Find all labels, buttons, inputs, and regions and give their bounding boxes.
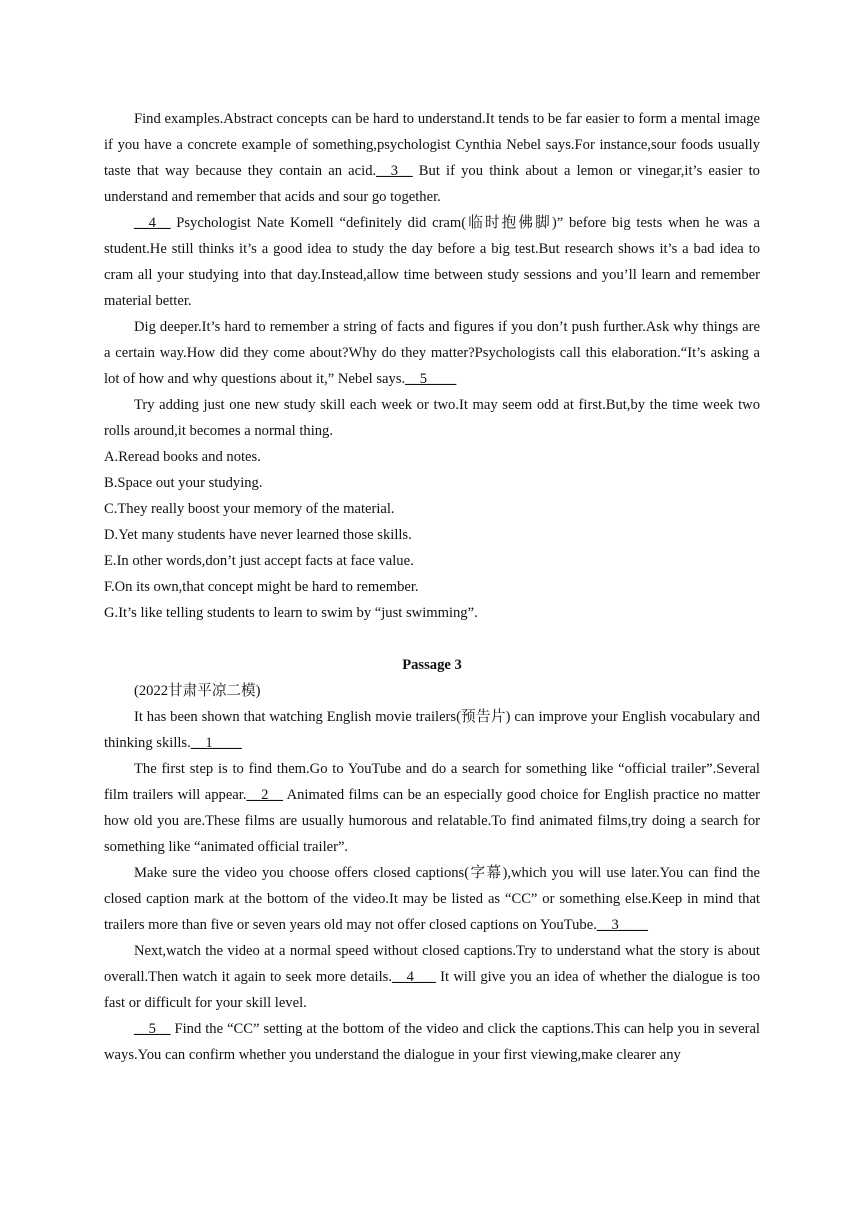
answer-blank-4: __4__ (134, 215, 171, 231)
paragraph-conclusion: Try adding just one new study skill each week or two.It may seem odd at first.But,by the time week two rolls around,it becomes a normal thing. (104, 397, 760, 439)
option-f: F.On its own,that concept might be hard to remember. (104, 579, 419, 595)
option-g: G.It’s like telling students to learn to swim by “just swimming”. (104, 605, 478, 621)
passage-source: (2022甘肃平凉二模) (134, 683, 261, 699)
paragraph-find-examples (104, 106, 760, 210)
option-e: E.In other words,don’t just accept facts at face value. (104, 553, 414, 569)
paragraph-text: Animated films can be an especially good choice for English practice no matter how old you are.These films are usually humorous and relatable.To find animated films,try doing a search for something like “animated official trailer”. (104, 787, 760, 855)
answer-blank-2: __2__ (246, 787, 283, 803)
paragraph-text: It will give you an idea of whether the dialogue is too fast or difficult for your skill level. (104, 969, 761, 1011)
paragraph-text: It has been shown that watching English movie trailers(预告片) can improve your English vocabulary and thinking skills. (104, 709, 760, 751)
answer-blank-5: __5____ (405, 371, 457, 387)
paragraph-watch (104, 938, 760, 1016)
paragraph-intro (104, 704, 760, 756)
paragraph-text: Psychologist Nate Komell “definitely did cram(临时抱佛脚)” before big tests when he was a student.He still thinks it’s a good idea to study the day before a big test.But research shows it’s a bad idea to cram all your studying into that day.Instead,allow time between study sessions and you’ll learn and remember material better. (104, 215, 760, 309)
paragraph-cram (104, 210, 760, 314)
answer-blank-5: __5__ (134, 1021, 171, 1037)
paragraph-text: The first step is to find them.Go to YouTube and do a search for something like “official trailer”.Several film trailers will appear. (104, 761, 760, 803)
paragraph-text: But if you think about a lemon or vinegar,it’s easier to understand and remember that acids and sour go together. (104, 163, 760, 205)
option-a: A.Reread books and notes. (104, 449, 261, 465)
answer-blank-1: __1____ (190, 735, 242, 751)
paragraph-closed-captions (104, 860, 760, 938)
paragraph-dig-deeper (104, 314, 760, 392)
paragraph-text: Find examples.Abstract concepts can be hard to understand.It tends to be far easier to form a mental image if you have a concrete example of something,psychologist Cynthia Nebel says.For instance,sour foods usually taste that way because they contain an acid. (104, 111, 760, 179)
passage-title: Passage 3 (402, 657, 462, 673)
option-b: B.Space out your studying. (104, 475, 263, 491)
answer-blank-4: __4___ (392, 969, 436, 985)
paragraph-text: Dig deeper.It’s hard to remember a string of facts and figures if you don’t push further.Ask why things are a certain way.How did they come about?Why do they matter?Psychologists call this elaboration.“It’s asking a lot of how and why questions about it,” Nebel says. (104, 319, 760, 387)
answer-blank-3: __3____ (596, 917, 648, 933)
paragraph-text: Next,watch the video at a normal speed without closed captions.Try to understand what the story is about overall.Then watch it again to seek more details. (104, 943, 760, 985)
option-d: D.Yet many students have never learned those skills. (104, 527, 412, 543)
answer-blank-3: __3__ (376, 163, 413, 179)
paragraph-first-step (104, 756, 760, 860)
option-c: C.They really boost your memory of the material. (104, 501, 395, 517)
paragraph-text: Find the “CC” setting at the bottom of the video and click the captions.This can help you in several ways.You can confirm whether you understand the dialogue in your first viewing,make clearer any (104, 1021, 760, 1063)
paragraph-text: Make sure the video you choose offers closed captions(字幕),which you will use later.You can find the closed caption mark at the bottom of the video.It may be listed as “CC” or something else.Keep in mind that trailers more than five or seven years old may not offer closed captions on YouTube. (104, 865, 760, 933)
paragraph-cc-setting (104, 1016, 760, 1068)
